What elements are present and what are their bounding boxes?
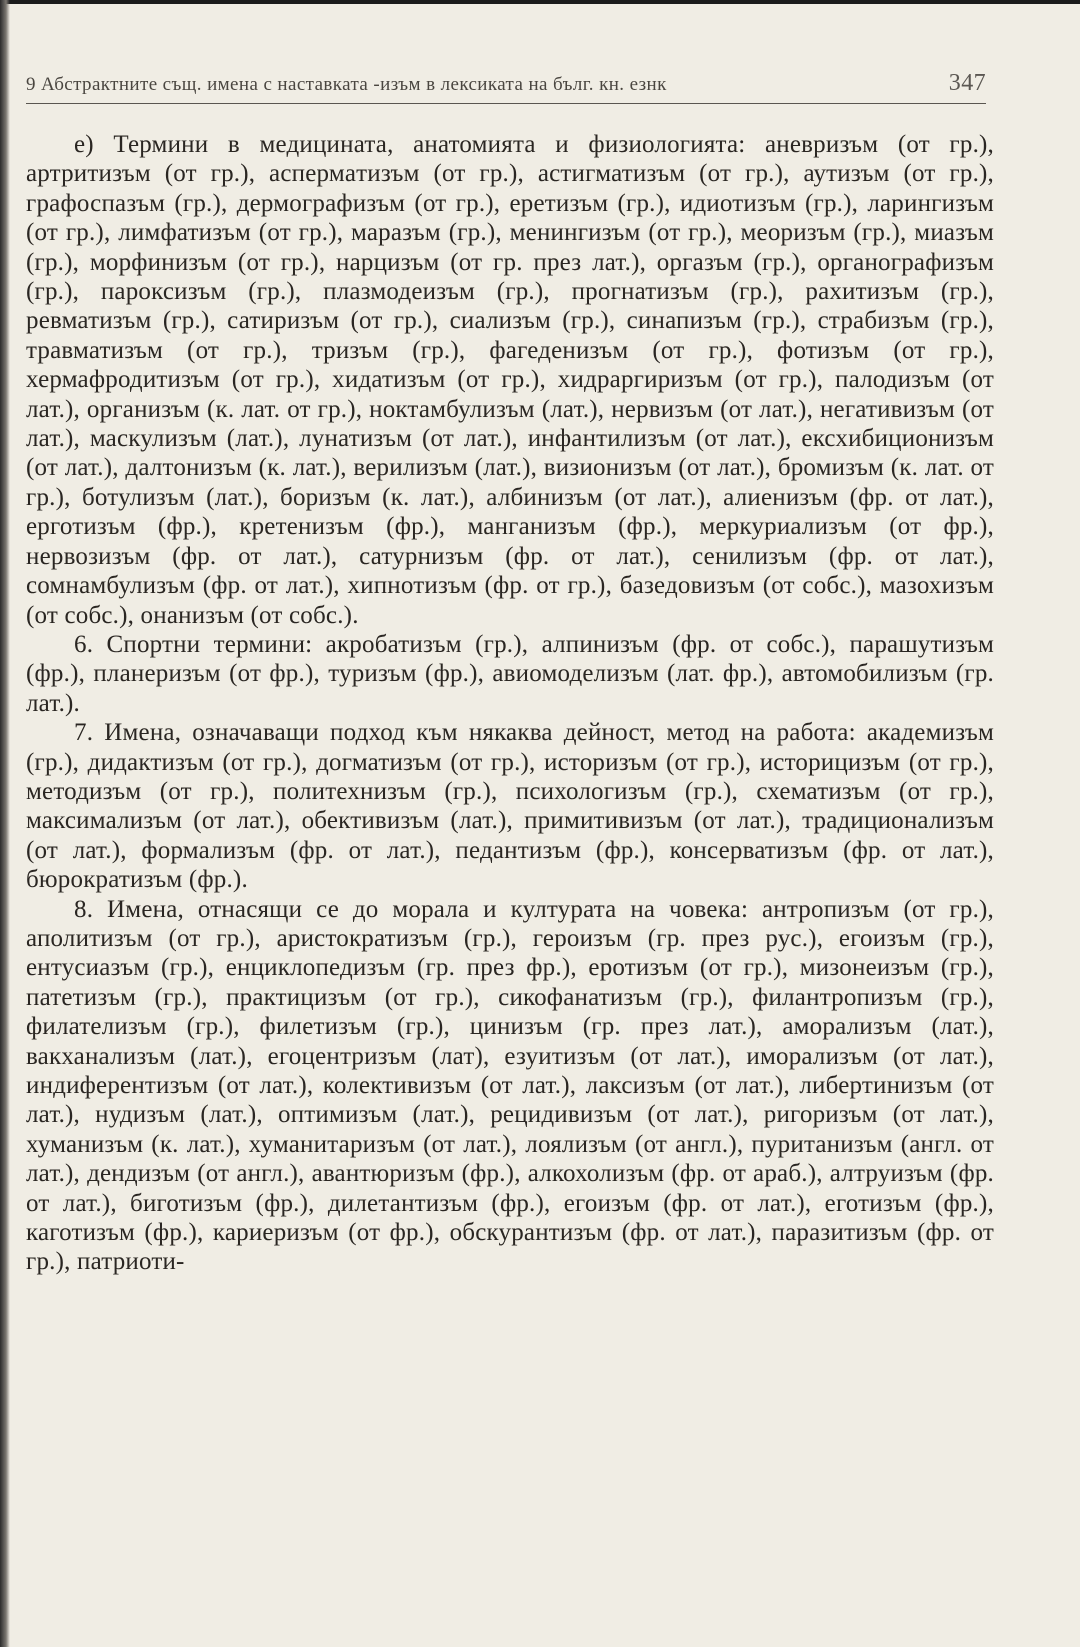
page-binding-shadow (0, 0, 10, 1647)
paragraph-text: Имена, отнасящи се до морала и културата на човека: антропизъм (от гр.), аполитизъм (от гр.), аристократизъм (гр.), героизъм (гр. през рус.), егоизъм (гр.), ентусиазъм (гр.), енциклопедизъм (гр. през фр.), еротизъм (от гр.), мизонеизъм (гр.), патетизъм (гр.), практицизъм (от гр.), сикофанатизъм (гр.), филантропизъм (гр.), филателизъм (гр.), филетизъм (гр.), цинизъм (гр. през лат.), аморализъм (лат.), вакханализъм (лат.), егоцентризъм (лат), езуитизъм (от лат.), иморализъм (от лат.), индиферентизъм (от лат.), колективизъм (от лат.), лаксизъм (от лат.), либертинизъм (от лат.), нудизъм (лат.), оптимизъм (лат.), рецидивизъм (от лат.), ригоризъм (от лат.), хуманизъм (к. лат.), хуманитаризъм (от лат.), лоялизъм (от англ.), пуританизъм (англ. от лат.), дендизъм (от англ.), авантюризъм (фр.), алкохолизъм (фр. от араб.), алтруизъм (фр. от лат.), биготизъм (фр.), дилетантизъм (фр.), егоизъм (фр. от лат.), еготизъм (фр.), каготизъм (фр.), кариеризъм (от фр.), обскурантизъм (фр. от лат.), паразитизъм (фр. от гр.), патриоти- (26, 895, 995, 1276)
book-page (26, 70, 1016, 1277)
page-number: 347 (948, 70, 986, 96)
running-header-title: 9 Абстрактните същ. имена с наставката -изъм в лексиката на бълг. кн. езнк (26, 74, 667, 95)
paragraph-text: Термини в медицината, анатомията и физиологията: аневризъм (от гр.), артритизъм (от гр.), аспермaтизъм (от гр.), астигматизъм (от гр.), аутизъм (от гр.), графоспазъм (гр.), дермографизъм (от гр.), еретизъм (гр.), идиотизъм (гр.), ларингизъм (от гр.), лимфатизъм (от гр.), маразъм (гр.), менингизъм (от гр.), меоризъм (гр.), миазъм (гр.), морфинизъм (от гр.), нарцизъм (от гр. през лат.), оргазъм (гр.), органографизъм (гр.), пароксизъм (гр.), плазмодеизъм (гр.), прогнатизъм (гр.), рахитизъм (гр.), ревматизъм (гр.), сатиризъм (от гр.), сиализъм (гр.), синапизъм (гр.), страбизъм (гр.), травматизъм (от гр.), тризъм (гр.), фагеденизъм (от гр.), фотизъм (от гр.), хермафродитизъм (от гр.), хидатизъм (от гр.), хидраргиризъм (от гр.), палодизъм (от лат.), организъм (к. лат. от гр.), ноктамбулизъм (лат.), нервизъм (от лат.), негативизъм (от лат.), маскулизъм (лат.), лунатизъм (от лат.), инфантилизъм (от лат.), ексхибиционизъм (от лат.), далтонизъм (к. лат.), верилизъм (лат.), визионизъм (от лат.), бромизъм (к. лат. от гр.), ботулизъм (лат.), боризъм (к. лат.), албинизъм (от лат.), алиенизъм (фр. от лат.), ерготизъм (фр.), кретенизъм (фр.), манганизъм (фр.), меркуриализъм (от фр.), нервозизъм (фр. от лат.), сатурнизъм (фр. от лат.), сенилизъм (фр. от лат.), сомнамбулизъм (фр. от лат.), хипнотизъм (фр. от гр.), базедовизъм (от собс.), мазохизъм (от собс.), онанизъм (от собс.). (26, 131, 995, 629)
paragraph-6-sport (26, 630, 994, 718)
paragraph-8-morals (26, 895, 994, 1277)
paragraph-text: Спортни термини: акробатизъм (гр.), алпинизъм (фр. от собс.), парашутизъм (фр.), планеризъм (от фр.), туризъм (фр.), авиомоделизъм (лат. фр.), автомобилизъм (гр. лат.). (26, 630, 994, 717)
running-header (26, 70, 986, 104)
paragraph-label: 6. (74, 630, 94, 658)
page-top-edge (0, 0, 1080, 4)
body-text (26, 130, 994, 1277)
paragraph-7-method (26, 718, 994, 894)
paragraph-e-medicine (26, 130, 994, 630)
paragraph-text: Имена, означаващи подход към някаква дейност, метод на работа: академизъм (гр.), дидактизъм (от гр.), догматизъм (от гр.), историзъм (от гр.), историцизъм (от гр.), методизъм (от гр.), политехнизъм (гр.), психологизъм (гр.), схематизъм (от гр.), максимализъм (от лат.), обективизъм (лат.), примитивизъм (от лат.), традиционализъм (от лат.), формализъм (фр. от лат.), педантизъм (фр.), консерватизъм (фр. от лат.), бюрократизъм (фр.). (26, 719, 994, 894)
paragraph-label: 8. (74, 895, 94, 923)
paragraph-label: 7. (74, 719, 94, 747)
paragraph-label: е) (74, 131, 94, 158)
